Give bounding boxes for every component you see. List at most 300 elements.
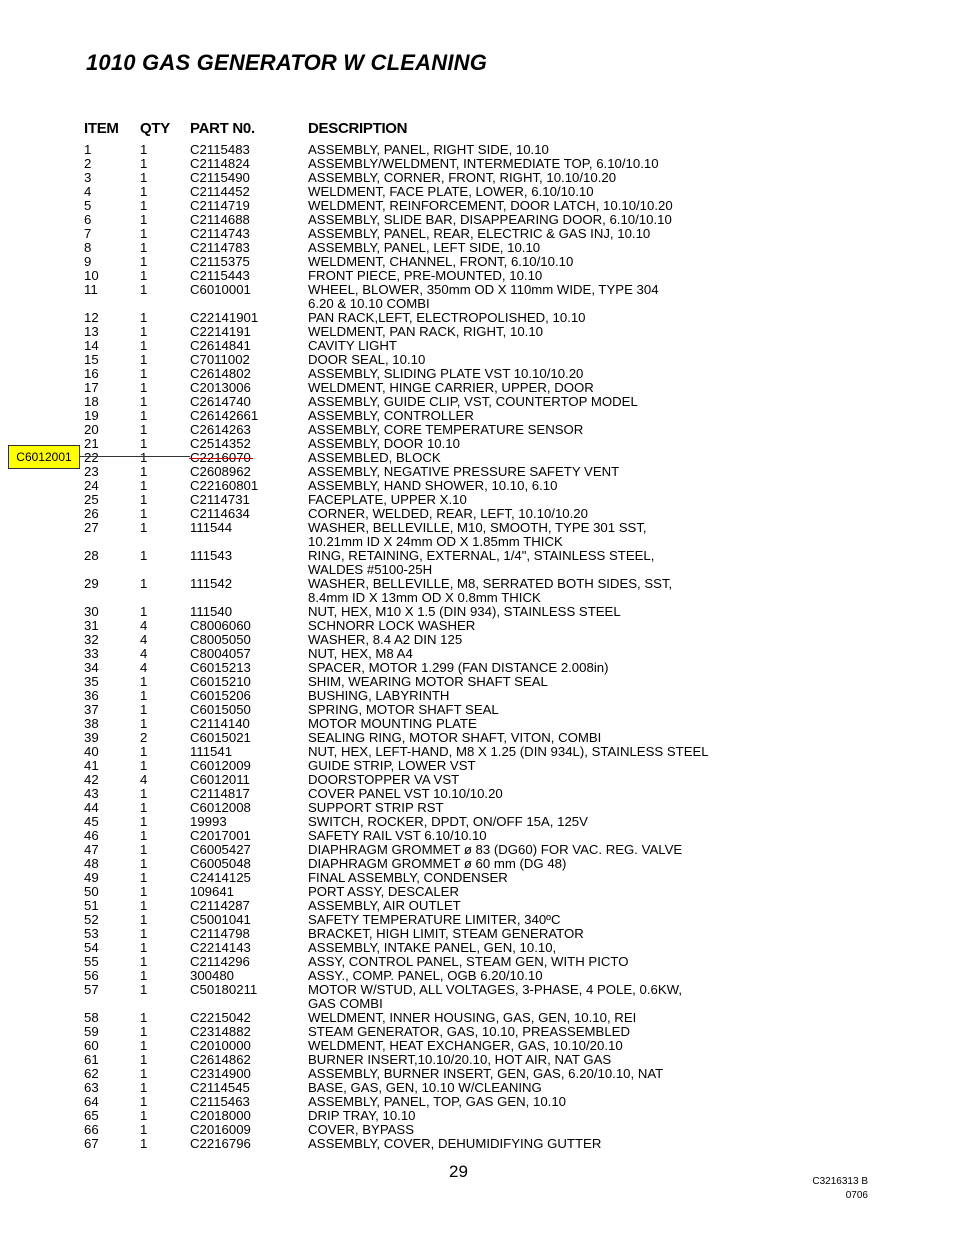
part-number: C2114287 <box>190 898 250 913</box>
table-row <box>0 311 954 325</box>
description <box>308 1109 416 1123</box>
description-line-2: 10.21mm ID X 24mm OD X 1.85mm THICK <box>308 534 563 549</box>
part-number: C2214191 <box>190 324 251 339</box>
description-line: WELDMENT, PAN RACK, RIGHT, 10.10 <box>308 324 543 339</box>
description <box>308 983 682 1011</box>
item-number: 58 <box>84 1010 99 1025</box>
part-number: C2115463 <box>190 1094 250 1109</box>
table-row <box>0 1053 954 1067</box>
table-row <box>0 1109 954 1123</box>
description <box>308 1039 623 1053</box>
table-row <box>0 507 954 521</box>
part-number: 111541 <box>190 744 233 759</box>
quantity: 4 <box>140 632 148 647</box>
description-line: GUIDE STRIP, LOWER VST <box>308 758 476 773</box>
item-number: 14 <box>84 338 99 353</box>
description <box>308 885 459 899</box>
item-number: 53 <box>84 926 99 941</box>
quantity: 1 <box>140 506 148 521</box>
item-number: 31 <box>84 618 99 633</box>
description-line: DOORSTOPPER VA VST <box>308 772 460 787</box>
description-line: WASHER, BELLEVILLE, M8, SERRATED BOTH SIDES, SST, <box>308 576 673 591</box>
header-description: DESCRIPTION <box>308 120 408 137</box>
quantity: 1 <box>140 366 148 381</box>
item-number: 16 <box>84 366 99 381</box>
quantity: 2 <box>140 730 148 745</box>
description <box>308 661 608 675</box>
part-number: C2114634 <box>190 506 250 521</box>
quantity: 1 <box>140 464 148 479</box>
part-number: C5001041 <box>190 912 251 927</box>
item-number: 35 <box>84 674 99 689</box>
table-row <box>0 801 954 815</box>
part-number: C2215042 <box>190 1010 251 1025</box>
description-line: COVER PANEL VST 10.10/10.20 <box>308 786 503 801</box>
description <box>308 801 444 815</box>
part-number: C2608962 <box>190 464 251 479</box>
part-number: C2216796 <box>190 1136 251 1151</box>
page-title: 1010 GAS GENERATOR W CLEANING <box>86 50 488 75</box>
description-line: DIAPHRAGM GROMMET ø 60 mm (DG 48) <box>308 856 567 871</box>
description <box>308 325 543 339</box>
table-row <box>0 1011 954 1025</box>
item-number: 9 <box>84 254 92 269</box>
description <box>308 1095 566 1109</box>
item-number: 5 <box>84 198 92 213</box>
table-row <box>0 339 954 353</box>
quantity: 1 <box>140 1066 148 1081</box>
item-number: 36 <box>84 688 99 703</box>
table-row <box>0 717 954 731</box>
part-number: C2614802 <box>190 366 251 381</box>
table-row <box>0 381 954 395</box>
table-row <box>0 269 954 283</box>
quantity: 1 <box>140 926 148 941</box>
item-number: 7 <box>84 226 92 241</box>
table-row <box>0 675 954 689</box>
part-number: C2514352 <box>190 436 251 451</box>
description <box>308 745 709 759</box>
part-number: C2214143 <box>190 940 251 955</box>
part-number: C2414125 <box>190 870 251 885</box>
part-number: 111542 <box>190 576 233 591</box>
description <box>308 1123 414 1137</box>
item-number: 57 <box>84 982 99 997</box>
quantity: 4 <box>140 618 148 633</box>
part-number: C2314882 <box>190 1024 251 1039</box>
quantity: 1 <box>140 268 148 283</box>
description-line: BRACKET, HIGH LIMIT, STEAM GENERATOR <box>308 926 584 941</box>
description <box>308 227 650 241</box>
description <box>308 507 588 521</box>
item-number: 15 <box>84 352 99 367</box>
table-row <box>0 255 954 269</box>
table-row <box>0 941 954 955</box>
description-line: ASSEMBLY, DOOR 10.10 <box>308 436 460 451</box>
quantity: 1 <box>140 156 148 171</box>
description-line-2: 8.4mm ID X 13mm OD X 0.8mm THICK <box>308 590 541 605</box>
quantity: 1 <box>140 870 148 885</box>
part-number: C2114824 <box>190 156 250 171</box>
description-line: ASSEMBLY, CORE TEMPERATURE SENSOR <box>308 422 584 437</box>
item-number: 25 <box>84 492 99 507</box>
document-date: 0706 <box>845 1190 868 1201</box>
table-row <box>0 815 954 829</box>
part-number: C2614740 <box>190 394 251 409</box>
part-number: C6015021 <box>190 730 251 745</box>
item-number: 45 <box>84 814 99 829</box>
table-row <box>0 843 954 857</box>
item-number: 28 <box>84 548 99 563</box>
description-line: FINAL ASSEMBLY, CONDENSER <box>308 870 508 885</box>
quantity: 1 <box>140 674 148 689</box>
part-number: 19993 <box>190 814 227 829</box>
part-number: C2115483 <box>190 142 250 157</box>
description <box>308 577 672 605</box>
description-line: ASSEMBLY, PANEL, RIGHT SIDE, 10.10 <box>308 142 549 157</box>
description <box>308 675 548 689</box>
description-line: NUT, HEX, LEFT-HAND, M8 X 1.25 (DIN 934L), STAINLESS STEEL <box>308 744 709 759</box>
parts-table <box>0 143 954 1151</box>
item-number: 41 <box>84 758 99 773</box>
part-number: C6015050 <box>190 702 251 717</box>
item-number: 3 <box>84 170 92 185</box>
item-number: 55 <box>84 954 99 969</box>
quantity: 1 <box>140 1024 148 1039</box>
description-line-2: WALDES #5100-25H <box>308 562 433 577</box>
item-number: 8 <box>84 240 92 255</box>
table-row <box>0 283 954 311</box>
quantity: 1 <box>140 436 148 451</box>
quantity: 1 <box>140 212 148 227</box>
quantity: 1 <box>140 198 148 213</box>
table-row <box>0 409 954 423</box>
description-line: WELDMENT, REINFORCEMENT, DOOR LATCH, 10.10/10.20 <box>308 198 673 213</box>
quantity: 1 <box>140 1108 148 1123</box>
description <box>308 759 476 773</box>
quantity: 1 <box>140 688 148 703</box>
part-number: C2114798 <box>190 926 250 941</box>
description-line: SUPPORT STRIP RST <box>308 800 444 815</box>
description <box>308 451 441 465</box>
quantity: 1 <box>140 1010 148 1025</box>
quantity: 1 <box>140 380 148 395</box>
description-line: ASSEMBLY, INTAKE PANEL, GEN, 10.10, <box>308 940 557 955</box>
description-line: PAN RACK,LEFT, ELECTROPOLISHED, 10.10 <box>308 310 586 325</box>
item-number: 37 <box>84 702 99 717</box>
description <box>308 171 616 185</box>
description <box>308 647 413 661</box>
table-row <box>0 493 954 507</box>
item-number: 50 <box>84 884 99 899</box>
description <box>308 1081 542 1095</box>
part-number: C2114719 <box>190 198 250 213</box>
description-line: SAFETY RAIL VST 6.10/10.10 <box>308 828 487 843</box>
table-row <box>0 1025 954 1039</box>
part-number: C6015210 <box>190 674 251 689</box>
item-number: 18 <box>84 394 99 409</box>
table-row <box>0 1095 954 1109</box>
description <box>308 157 659 171</box>
description-line: NUT, HEX, M10 X 1.5 (DIN 934), STAINLESS STEEL <box>308 604 621 619</box>
item-number: 49 <box>84 870 99 885</box>
quantity: 1 <box>140 758 148 773</box>
header-part-number: PART N0. <box>190 120 255 137</box>
part-number: C2614263 <box>190 422 251 437</box>
part-number: C2115375 <box>190 254 250 269</box>
part-number: C6005048 <box>190 856 251 871</box>
description-line: ASSEMBLY, SLIDING PLATE VST 10.10/10.20 <box>308 366 584 381</box>
description-line: ASSEMBLED, BLOCK <box>308 450 441 465</box>
description-line: NUT, HEX, M8 A4 <box>308 646 413 661</box>
description-line: WASHER, 8.4 A2 DIN 125 <box>308 632 463 647</box>
part-number: C8005050 <box>190 632 251 647</box>
description <box>308 283 659 311</box>
part-number: C7011002 <box>190 352 250 367</box>
item-number: 21 <box>84 436 99 451</box>
part-number: C26142661 <box>190 408 259 423</box>
part-number: C2114688 <box>190 212 250 227</box>
quantity: 1 <box>140 828 148 843</box>
item-number: 33 <box>84 646 99 661</box>
description-line: FACEPLATE, UPPER X.10 <box>308 492 467 507</box>
quantity: 4 <box>140 660 148 675</box>
description <box>308 619 475 633</box>
quantity: 1 <box>140 1094 148 1109</box>
table-row <box>0 1137 954 1151</box>
description <box>308 1067 663 1081</box>
description <box>308 479 557 493</box>
quantity: 1 <box>140 1038 148 1053</box>
table-row <box>0 759 954 773</box>
part-number: C2314900 <box>190 1066 251 1081</box>
description-line: BURNER INSERT,10.10/20.10, HOT AIR, NAT GAS <box>308 1052 612 1067</box>
table-row <box>0 157 954 171</box>
quantity: 1 <box>140 240 148 255</box>
description <box>308 199 673 213</box>
part-number: C6015206 <box>190 688 251 703</box>
description <box>308 1011 636 1025</box>
description-line: MOTOR MOUNTING PLATE <box>308 716 477 731</box>
part-number: C2114783 <box>190 240 250 255</box>
item-number: 17 <box>84 380 99 395</box>
description-line: ASSEMBLY, PANEL, REAR, ELECTRIC & GAS INJ, 10.10 <box>308 226 651 241</box>
description-line: WELDMENT, HEAT EXCHANGER, GAS, 10.10/20.10 <box>308 1038 623 1053</box>
quantity: 1 <box>140 394 148 409</box>
description <box>308 367 583 381</box>
description-line: WHEEL, BLOWER, 350mm OD X 110mm WIDE, TYPE 304 <box>308 282 659 297</box>
description <box>308 185 594 199</box>
table-row <box>0 661 954 675</box>
item-number: 44 <box>84 800 99 815</box>
description <box>308 549 654 577</box>
item-number: 34 <box>84 660 99 675</box>
description <box>308 717 477 731</box>
description-line: ASSEMBLY, PANEL, LEFT SIDE, 10.10 <box>308 240 541 255</box>
quantity: 4 <box>140 772 148 787</box>
item-number: 13 <box>84 324 99 339</box>
item-number: 63 <box>84 1080 99 1095</box>
description-line: ASSEMBLY, HAND SHOWER, 10.10, 6.10 <box>308 478 558 493</box>
description <box>308 927 584 941</box>
table-row <box>0 171 954 185</box>
quantity: 1 <box>140 520 148 535</box>
description <box>308 871 508 885</box>
table-row <box>0 479 954 493</box>
description-line: SAFETY TEMPERATURE LIMITER, 340ºC <box>308 912 561 927</box>
part-number: C2114452 <box>190 184 250 199</box>
description <box>308 521 647 549</box>
quantity: 1 <box>140 912 148 927</box>
part-number: 111544 <box>190 520 233 535</box>
description <box>308 689 449 703</box>
item-number: 43 <box>84 786 99 801</box>
item-number: 60 <box>84 1038 99 1053</box>
description-line: WELDMENT, CHANNEL, FRONT, 6.10/10.10 <box>308 254 574 269</box>
description-line: ASSEMBLY, PANEL, TOP, GAS GEN, 10.10 <box>308 1094 567 1109</box>
part-number: C2114140 <box>190 716 250 731</box>
item-number: 12 <box>84 310 99 325</box>
table-row <box>0 1081 954 1095</box>
description-line: SWITCH, ROCKER, DPDT, ON/OFF 15A, 125V <box>308 814 588 829</box>
item-number: 62 <box>84 1066 99 1081</box>
table-row <box>0 549 954 577</box>
quantity: 1 <box>140 170 148 185</box>
header-item: ITEM <box>84 120 119 137</box>
item-number: 46 <box>84 828 99 843</box>
table-row <box>0 773 954 787</box>
quantity: 1 <box>140 898 148 913</box>
part-number: C6015213 <box>190 660 251 675</box>
description <box>308 605 621 619</box>
table-row <box>0 647 954 661</box>
description-line: CAVITY LIGHT <box>308 338 397 353</box>
description-line: DOOR SEAL, 10.10 <box>308 352 426 367</box>
quantity: 1 <box>140 968 148 983</box>
item-number: 38 <box>84 716 99 731</box>
part-number: C22160801 <box>190 478 259 493</box>
quantity: 1 <box>140 450 148 465</box>
description <box>308 311 586 325</box>
description-line: SPACER, MOTOR 1.299 (FAN DISTANCE 2.008in) <box>308 660 609 675</box>
table-row <box>0 927 954 941</box>
table-row <box>0 787 954 801</box>
table-row <box>0 745 954 759</box>
item-number: 24 <box>84 478 99 493</box>
description-line: ASSY., COMP. PANEL, OGB 6.20/10.10 <box>308 968 543 983</box>
description-line: ASSEMBLY, COVER, DEHUMIDIFYING GUTTER <box>308 1136 602 1151</box>
description <box>308 773 459 787</box>
description-line: ASSEMBLY, BURNER INSERT, GEN, GAS, 6.20/10.10, NAT <box>308 1066 664 1081</box>
table-row <box>0 969 954 983</box>
part-number: C2114817 <box>190 786 250 801</box>
revision-callout: C6012001 <box>8 445 80 469</box>
quantity: 1 <box>140 352 148 367</box>
table-row <box>0 731 954 745</box>
table-row <box>0 633 954 647</box>
part-number: C50180211 <box>190 982 258 997</box>
part-number: C2114743 <box>190 226 250 241</box>
table-row <box>0 143 954 157</box>
quantity: 1 <box>140 702 148 717</box>
item-number: 6 <box>84 212 92 227</box>
description <box>308 703 499 717</box>
description-line: SEALING RING, MOTOR SHAFT, VITON, COMBI <box>308 730 602 745</box>
part-number: C2614862 <box>190 1052 251 1067</box>
description <box>308 829 487 843</box>
table-row <box>0 829 954 843</box>
description-line: WELDMENT, INNER HOUSING, GAS, GEN, 10.10, REI <box>308 1010 637 1025</box>
description-line: ASSEMBLY, GUIDE CLIP, VST, COUNTERTOP MODEL <box>308 394 638 409</box>
quantity: 1 <box>140 422 148 437</box>
description-line: ASSEMBLY/WELDMENT, INTERMEDIATE TOP, 6.10/10.10 <box>308 156 659 171</box>
item-number: 39 <box>84 730 99 745</box>
header-qty: QTY <box>140 120 170 137</box>
description-line: ASSEMBLY, AIR OUTLET <box>308 898 461 913</box>
description <box>308 731 601 745</box>
quantity: 1 <box>140 142 148 157</box>
quantity: 1 <box>140 786 148 801</box>
description <box>308 395 638 409</box>
part-number: 111540 <box>190 604 233 619</box>
quantity: 1 <box>140 282 148 297</box>
table-row <box>0 395 954 409</box>
table-row <box>0 325 954 339</box>
quantity: 1 <box>140 814 148 829</box>
quantity: 1 <box>140 338 148 353</box>
description <box>308 1137 601 1151</box>
quantity: 1 <box>140 226 148 241</box>
description <box>308 423 583 437</box>
part-number: 111543 <box>190 548 233 563</box>
item-number: 61 <box>84 1052 99 1067</box>
part-number: C6012008 <box>190 800 251 815</box>
description <box>308 339 397 353</box>
part-number: C2614841 <box>190 338 251 353</box>
table-row <box>0 423 954 437</box>
table-row <box>0 465 954 479</box>
part-number: C6010001 <box>190 282 251 297</box>
description <box>308 955 628 969</box>
quantity: 1 <box>140 478 148 493</box>
description <box>308 843 682 857</box>
item-number: 30 <box>84 604 99 619</box>
quantity: 1 <box>140 800 148 815</box>
description-line: ASSEMBLY, CONTROLLER <box>308 408 474 423</box>
item-number: 52 <box>84 912 99 927</box>
description <box>308 857 566 871</box>
description <box>308 353 425 367</box>
table-row <box>0 703 954 717</box>
description <box>308 269 542 283</box>
part-number: C2013006 <box>190 380 251 395</box>
item-number: 54 <box>84 940 99 955</box>
description-line: MOTOR W/STUD, ALL VOLTAGES, 3-PHASE, 4 POLE, 0.6KW, <box>308 982 682 997</box>
item-number: 19 <box>84 408 99 423</box>
part-number: C2114545 <box>190 1080 250 1095</box>
item-number: 48 <box>84 856 99 871</box>
description <box>308 143 549 157</box>
part-number: C8006060 <box>190 618 251 633</box>
part-number: 109641 <box>190 884 235 899</box>
quantity: 1 <box>140 408 148 423</box>
part-number: C2017001 <box>190 828 251 843</box>
description <box>308 409 474 423</box>
quantity: 1 <box>140 310 148 325</box>
table-row <box>0 913 954 927</box>
description-line: BASE, GAS, GEN, 10.10 W/CLEANING <box>308 1080 542 1095</box>
table-row <box>0 521 954 549</box>
